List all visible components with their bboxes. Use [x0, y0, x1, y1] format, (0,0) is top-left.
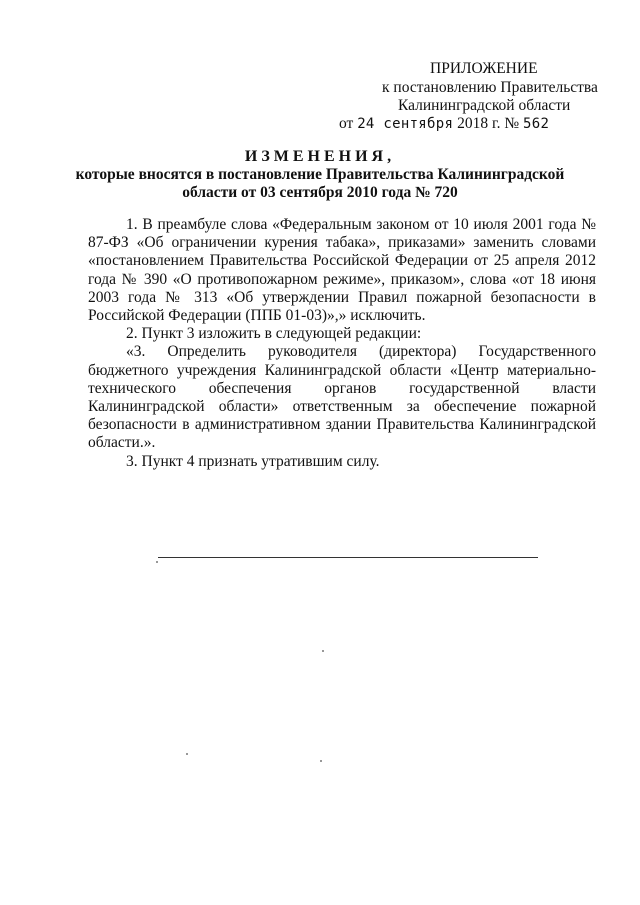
- appendix-reference-line: к постановлению Правительства: [382, 79, 598, 96]
- paragraph-3: «3. Определить руководителя (директора) Государственного бюджетного учреждения Калининградской области «Центр материально-технического обеспечения органов государственной власти Калининградской области» ответственным за обеспечение пожарной безопасности в административном здании Правительства Калининградской области.».: [88, 343, 596, 452]
- document-subheading-line1: которые вносятся в постановление Правительства Калининградской: [75, 166, 565, 183]
- scan-speck: [156, 561, 158, 563]
- paragraph-2: 2. Пункт 3 изложить в следующей редакции:: [126, 325, 422, 343]
- document-heading: ИЗМЕНЕНИЯ,: [244, 148, 396, 165]
- appendix-year: 2018 г. №: [457, 115, 520, 132]
- appendix-title: ПРИЛОЖЕНИЕ: [430, 60, 538, 77]
- appendix-date: 24 сентября: [357, 116, 454, 132]
- appendix-region-line: Калининградской области: [398, 97, 571, 114]
- appendix-date-prefix: от: [339, 115, 354, 132]
- appendix-number: 562: [523, 116, 550, 132]
- paragraph-1: 1. В преамбуле слова «Федеральным законом от 10 июля 2001 года № 87-ФЗ «Об ограничении курения табака», приказами» заменить словами «постановлением Правительства Российской Федерации от 25 апреля 2012 года № 390 «О противопожарном режиме», приказом», слова «от 18 июня 2003 года № 313 «Об утверждении Правил пожарной безопасности в Российской Федерации (ППБ 01-03)»,» исключить.: [88, 216, 596, 325]
- document-subheading-line2: области от 03 сентября 2010 года № 720: [182, 184, 458, 201]
- scan-speck: [186, 753, 188, 755]
- scan-speck: [320, 760, 322, 762]
- paragraph-4: 3. Пункт 4 признать утратившим силу.: [126, 452, 380, 470]
- scan-speck: [322, 650, 324, 652]
- closing-rule-line: [158, 557, 538, 558]
- appendix-date-number-line: [339, 115, 549, 133]
- document-body: [88, 216, 596, 471]
